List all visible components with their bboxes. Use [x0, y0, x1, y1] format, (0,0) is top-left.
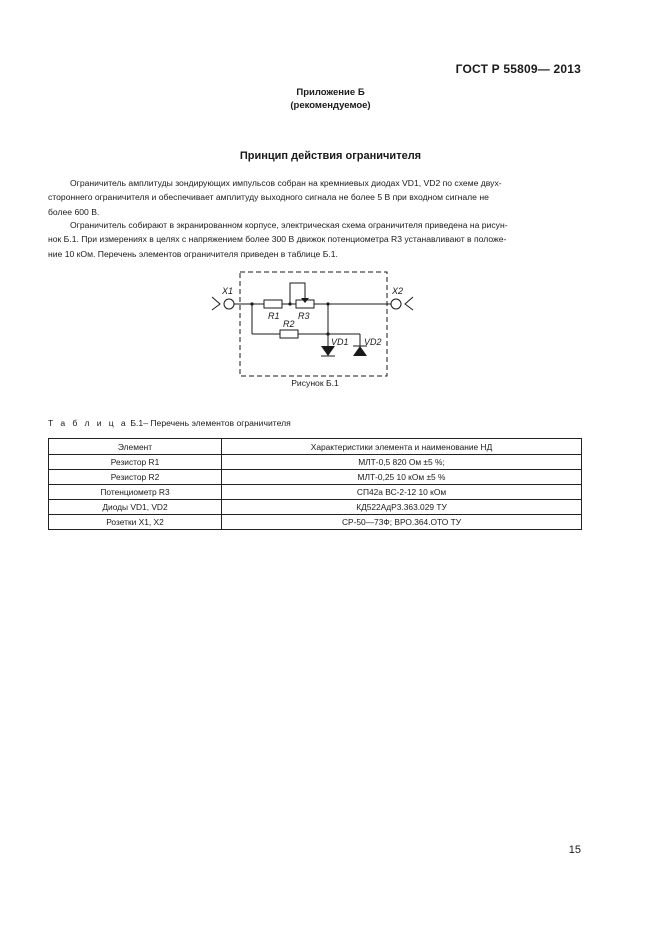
paragraph-1 — [48, 176, 581, 219]
paragraph-2 — [48, 218, 581, 261]
paragraph-line: Ограничитель собирают в экранированном корпусе, электрическая схема ограничителя приведена на рисун- — [70, 220, 508, 230]
table-cell: Резистор R1 — [49, 455, 222, 470]
potentiometer-r3-wiper — [290, 283, 305, 304]
junction-dot — [326, 332, 329, 335]
elements-table — [48, 438, 582, 530]
table-cell: Резистор R2 — [49, 470, 222, 485]
document-standard-header: ГОСТ Р 55809— 2013 — [455, 62, 581, 76]
label-r1: R1 — [268, 311, 280, 321]
resistor-r2 — [280, 330, 298, 338]
junction-dot — [288, 302, 291, 305]
paragraph-line: более 600 В. — [48, 206, 100, 217]
annex-title: Приложение Б — [296, 87, 365, 98]
annex-status: (рекомендуемое) — [290, 100, 371, 111]
limiter-circuit-diagram — [200, 270, 430, 382]
table-cell: Потенциометр R3 — [49, 485, 222, 500]
label-vd2: VD2 — [364, 337, 382, 347]
table-row — [49, 485, 582, 500]
paragraph-line: стороннего ограничителя и обеспечивает амплитуду выходного сигнала не более 5 В при входном сигнале не — [48, 192, 489, 203]
table-title-prefix: Т а б л и ц а — [48, 418, 128, 428]
table-title-text: Б.1– Перечень элементов ограничителя — [128, 418, 291, 428]
label-x2: X2 — [392, 286, 404, 296]
label-vd1: VD1 — [331, 337, 349, 347]
column-header: Характеристики элемента и наименование НД — [222, 439, 582, 455]
resistor-r1 — [264, 300, 282, 308]
x1-connector-symbol — [224, 299, 234, 309]
table-cell: СР-50—73Ф; ВРО.364.ОТО ТУ — [222, 515, 582, 530]
page-number: 15 — [568, 844, 581, 856]
table-cell: МЛТ-0,25 10 кОм ±5 % — [222, 470, 582, 485]
label-x1: X1 — [222, 286, 234, 296]
x1-connector-symbol — [212, 297, 220, 310]
diode-vd2 — [353, 346, 367, 356]
table-cell: МЛТ-0,5 820 Ом ±5 %; — [222, 455, 582, 470]
x2-connector-symbol — [405, 297, 413, 310]
table-row — [49, 470, 582, 485]
x2-connector-symbol — [391, 299, 401, 309]
table-cell: Розетки X1, X2 — [49, 515, 222, 530]
figure-caption: Рисунок Б.1 — [291, 378, 339, 388]
label-r2: R2 — [283, 319, 295, 329]
table-cell: СП42а ВС-2-12 10 кОм — [222, 485, 582, 500]
table-row — [49, 500, 582, 515]
paragraph-line: ние 10 кОм. Перечень элементов ограничителя приведен в таблице Б.1. — [48, 248, 338, 259]
diode-vd1 — [321, 346, 335, 356]
paragraph-line: Ограничитель амплитуды зондирующих импульсов собран на кремниевых диодах VD1, VD2 по схеме двух- — [70, 178, 502, 188]
label-r3: R3 — [298, 311, 310, 321]
table-cell: Диоды VD1, VD2 — [49, 500, 222, 515]
table-cell: КД522АдР3.363.029 ТУ — [222, 500, 582, 515]
column-header: Элемент — [49, 439, 222, 455]
junction-dot — [326, 302, 329, 305]
section-title: Принцип действия ограничителя — [239, 150, 422, 162]
table-title — [48, 418, 291, 428]
paragraph-line: нок Б.1. При измерениях в целях с напряжением более 300 В движок потенциометра R3 устанавливают в положе- — [48, 234, 507, 245]
shield-enclosure — [240, 272, 387, 376]
table-row — [49, 515, 582, 530]
table-header-row — [49, 439, 582, 455]
junction-dot — [250, 302, 253, 305]
table-row — [49, 455, 582, 470]
